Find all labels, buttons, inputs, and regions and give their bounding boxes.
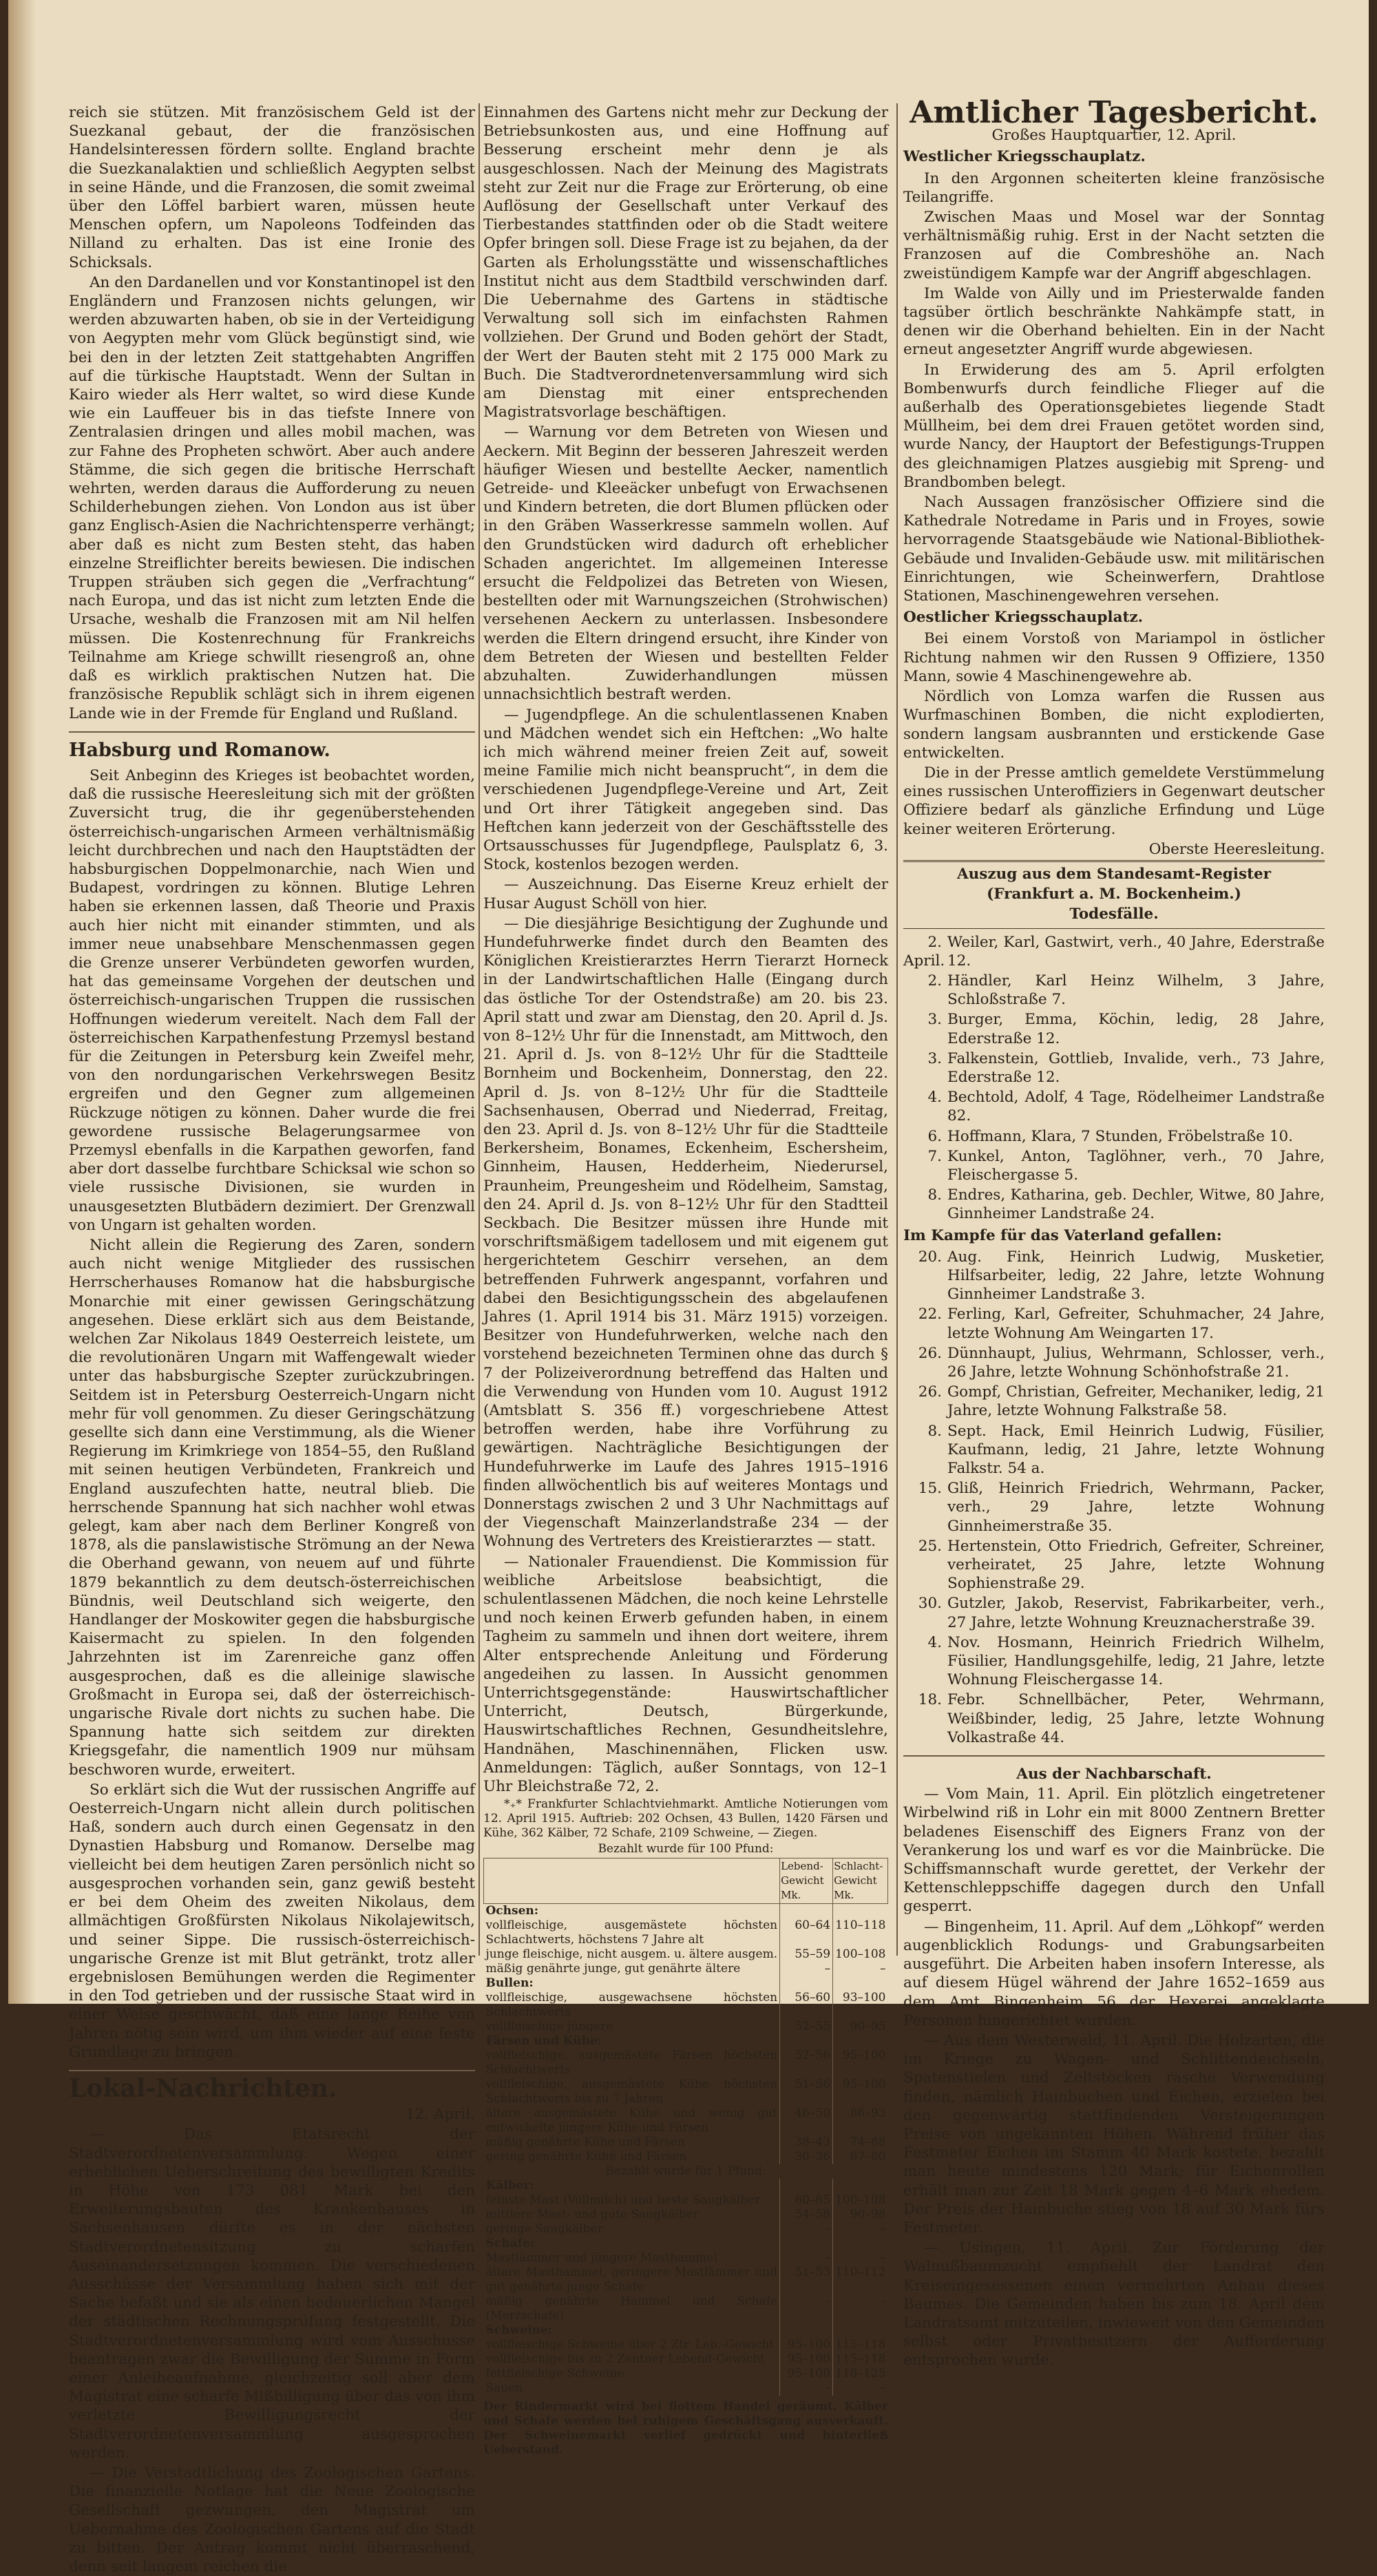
paragraph: — Bingenheim, 11. April. Auf dem „Löhkopf“ werden augenblicklich Rodungs- und Grabungsarbeiten ausgeführt. Die Arbeiten haben insofern Interesse, als auf diesem Hügel während der Jahre 1652–1659 aus dem Amt Bingenheim 56 der Hexerei angeklagte Personen hingerichtet wurden. <box>903 1918 1325 2029</box>
column-2 <box>483 103 888 2458</box>
registry-list <box>903 1248 1325 1747</box>
table-cell-value: – <box>833 2251 888 2265</box>
subheading: Westlicher Kriegsschauplatz. <box>903 148 1146 166</box>
table-cell-label: Schweine: <box>485 2323 552 2338</box>
table-row <box>484 2222 888 2237</box>
table-cell-value: 93–100 <box>833 1991 888 2020</box>
paragraph: In Erwiderung des am 5. April erfolgten Bombenwurfs durch feindliche Flieger auf die außerhalb des Operationsgebietes liegende Stadt Müllheim, bei dem drei Frauen getötet worden sind, wurde Nancy, der Hauptort der Befestigungs-Truppen des gleichnamigen Platzes ausgiebig mit Spreng- und Brandbomben belegt. <box>903 361 1325 491</box>
list-item <box>903 1594 1325 1631</box>
table-cell-value: 95–100 <box>780 2352 833 2367</box>
paragraph: — Das Etatsrecht der Stadtverordnetenversammlung. Wegen einer erheblichen Ueberschreitung des bewilligten Kredits in Höhe von 173 081 Mark bei den Erweiterungsbauten des Krankenhauses in Sachsenhausen dürfte es in der nächsten Stadtverordnetensitzung zu scharfen Auseinandersetzungen kommen. Die verschiedenen Ausschüsse der Versammlung haben sich mit der Sache befaßt und sie als einen bedauerlichen Mangel der städtischen Rechnungsprüfung festgestellt. Die Stadtverordnetenversammlung wird vom Ausschusse beantragen zwar die Bewilligung der Summe in Form einer Anleiheaufnahme, gleichzeitig soll aber dem Magistrat eine scharfe Mißbilligung über das von ihm verletzte Bewilligungsrecht der Stadtverordnetenversammlung ausgesprochen werden. <box>69 2126 475 2462</box>
table-cell-value: 56–60 <box>780 1991 833 2020</box>
subheading: Oestlicher Kriegsschauplatz. <box>903 609 1144 627</box>
list-item <box>903 1088 1325 1125</box>
table-cell-value: – <box>780 2294 833 2323</box>
paragraph: Bei einem Vorstoß von Mariampol in östlicher Richtung nahmen wir den Russen 9 Offiziere, 1350 Mann, sowie 4 Maschinengewehre ab. <box>903 630 1325 685</box>
table-cell-label: mittlere Mast- und gute Saugkälber <box>485 2208 699 2222</box>
table-cell-label: Sauen <box>485 2381 523 2396</box>
list-item-text: Sept. Hack, Emil Heinrich Ludwig, Füsilier, Kaufmann, ledig, 21 Jahre, letzte Wohnung Falkstr. 54 a. <box>947 1422 1325 1478</box>
table-cell-value: 54–58 <box>780 2208 833 2222</box>
table-cell-value: 67–80 <box>833 2150 888 2164</box>
table-cell-value: 100–108 <box>833 1947 888 1962</box>
list-item-number: 25. <box>918 1537 942 1555</box>
table-cell-value <box>780 1904 833 1919</box>
list-item <box>903 1383 1325 1420</box>
table-cell-label: vollfleischige, ausgewachsene höchsten Schlachtwerts <box>485 1991 778 2020</box>
table-cell-value <box>780 2237 833 2251</box>
paragraph: Seit Anbeginn des Krieges ist beobachtet worden, daß die russische Heeresleitung sich mit der größten Zuversicht trug, die ihr gegenüberstehenden österreichisch-ungarischen Armeen verhältnismäßig leicht durchbrechen und nach den Hauptstädten der habsburgischen Doppelmonarchie, nach Wien und Budapest, vordringen zu können. Blutige Lehren haben sie erkennen lassen, daß Theorie und Praxis auch hier nicht mit einander stimmten, und als immer neue unabsehbare Menschenmassen gegen die Grenze unserer Verbündeten geworfen wurden, hat das gemeinsame Vorgehen der deutschen und österreichisch-ungarischen Truppen die russischen Hoffnungen wiederum vereitelt. Nach dem Fall der österreichischen Karpathenfestung Przemysl bestand für die Zeitungen in Petersburg kein Zweifel mehr, von den nordungarischen Verkehrswegen Besitz ergreifen und den Gegner zum allgemeinen Rückzuge nötigen zu können. Daher wurde die frei gewordene russische Belagerungsarmee von Przemysl ebenfalls in die Karpathen geworfen, fand aber dort dasselbe furchtbare Schicksal wie schon so viele russische Divisionen, sie wurden in unausgesetzten Blutbädern dezimiert. Der Grenzwall von Ungarn ist gehalten worden. <box>69 766 475 1234</box>
table-row <box>484 2135 888 2150</box>
list-item <box>903 1147 1325 1184</box>
table-cell-label: vollfleischige, ausgemästete höchsten Schlachtwerts, höchstens 7 Jahre alt <box>485 1918 778 1947</box>
list-item-text: Gliß, Heinrich Friedrich, Wehrmann, Packer, verh., 29 Jahre, letzte Wohnung Ginnheimerstraße 35. <box>947 1480 1325 1535</box>
table-cell-label: Mastlämmer und jüngere Masthammel <box>485 2251 717 2265</box>
table-cell-label: mäßig genährte Kühe und Färsen <box>485 2135 685 2150</box>
divider <box>69 2070 475 2071</box>
table-cell-value <box>833 2323 888 2338</box>
table-cell-value: 110–112 <box>833 2265 888 2294</box>
table-cell-value: – <box>780 2251 833 2265</box>
paragraph: Nördlich von Lomza warfen die Russen aus Wurfmaschinen Bomben, die nicht explodierten, sondern langsam ausbrannten und erstickende Gase entwickelten. <box>903 688 1325 762</box>
table-cell-value: 115–118 <box>833 2352 888 2367</box>
paragraph: In den Argonnen scheiterten kleine französische Teilangriffe. <box>903 169 1325 206</box>
registry-header <box>903 860 1325 929</box>
table-cell-value: 90–95 <box>833 2020 888 2034</box>
column-1 <box>69 103 475 2575</box>
list-item-text: Hertenstein, Otto Friedrich, Gefreiter, Schreiner, verheiratet, 25 Jahre, letzte Wohnung Sophienstraße 29. <box>947 1537 1325 1593</box>
table-cell-label: vollfleischige jüngere <box>485 2020 613 2034</box>
list-item <box>903 1633 1325 1690</box>
table-row <box>484 2179 888 2193</box>
paragraph: Die in der Presse amtlich gemeldete Verstümmelung eines russischen Unteroffiziers in Gegenwart deutscher Offiziere bedarf als gänzliche Erfindung und Lüge keiner weiteren Erörterung. <box>903 764 1325 838</box>
registry-title: Auszug aus dem Standesamt-Register <box>956 865 1272 883</box>
list-item <box>903 1344 1325 1381</box>
column-3 <box>903 95 1325 2369</box>
table-row <box>484 2193 888 2208</box>
paragraph: reich sie stützen. Mit französischem Geld ist der Suezkanal gebaut, der die französischen Handelsinteressen fördern sollte. England brachte die Suezkanalaktien und schließlich Aegypten selbst in seine Hände, und die Franzosen, die somit zweimal über den Löffel barbiert waren, müssen heute Menschen opfern, um Napoleons Todfeinden das Nilland zu erhalten. Das ist eine Ironie des Schicksals. <box>69 104 475 271</box>
list-item-text: Hoffmann, Klara, 7 Stunden, Fröbelstraße 10. <box>947 1127 1294 1145</box>
table-cell-label: feinste Mast (Vollmilch) und beste Saugkälber <box>485 2193 761 2208</box>
list-item-number: 20. <box>918 1248 942 1266</box>
table-cell-value: 51–56 <box>780 2077 833 2106</box>
table-cell-value <box>833 2034 888 2049</box>
paragraph: — Jugendpflege. An die schulentlassenen Knaben und Mädchen wendet sich ein Heftchen: „Wo halte ich mich während meiner freien Zeit auf, soweit meine Familie mich nicht beansprucht“, in dem die verschiedenen Jugendpflege-Vereine und Art, Zeit und Ort ihrer Tätigkeit angegeben sind. Das Heftchen kann jederzeit von der Geschäftsstelle des Ortsausschusses für Jugendpflege, Paulsplatz 6, 3. Stock, kostenlos bezogen werden. <box>483 706 888 874</box>
table-cell-value: 38–43 <box>780 2135 833 2150</box>
paragraph: An den Dardanellen und vor Konstantinopel ist den Engländern und Franzosen nichts gelungen, wir werden abzuwarten haben, ob sie in der Verteidigung von Aegypten mehr vom Glück begünstigt sind, wie bei den in der letzten Zeit stattgehabten Angriffen auf die türkische Hauptstadt. Wenn der Sultan in Kairo wieder als Herr waltet, so wird diese Kunde wie ein Lauffeuer bis in das tiefste Innere von Zentralasien dringen und alles mobil machen, was zur Fahne des Propheten schwört. Aber auch andere Stämme, die sich gegen die britische Herrschaft wehrten, werden daraus die Aufforderung zu neuen Schilderhebungen ziehen. Von London aus ist über ganz Englisch-Asien die Nachrichtensperre verhängt; aber daß es nicht zum Besten steht, das haben einzelne Streiflichter bereits bewiesen. Die indischen Truppen sträuben sich gegen die „Verfrachtung“ nach Europa, und das ist nicht zum letzten Ende die Ursache, weshalb die Franzosen mit am Nil helfen müssen. Die Kostenrechnung für Frankreichs Teilnahme am Kriege schwillt riesengroß an, ohne daß es wirklich praktischen Nutzen hat. Die französische Republik schlägt sich in ihrem eigenen Lande wie in der Fremde für England und Rußland. <box>69 273 475 722</box>
dateline: 12. April. <box>405 2106 475 2124</box>
list-item <box>903 1422 1325 1478</box>
table-cell-value: – <box>833 1962 888 1976</box>
table-row <box>484 2294 888 2323</box>
table-cell-value: – <box>780 1962 833 1976</box>
column-header: Schlacht-Gewicht Mk. <box>833 1858 888 1904</box>
list-item-text: Burger, Emma, Köchin, ledig, 28 Jahre, Ederstraße 12. <box>947 1011 1325 1047</box>
section-heading: Aus der Nachbarschaft. <box>1016 1766 1212 1783</box>
table-cell-value <box>780 2034 833 2049</box>
paragraph: — Auszeichnung. Das Eiserne Kreuz erhielt der Husar August Schöll von hier. <box>483 876 888 912</box>
table-cell-value: – <box>833 2222 888 2237</box>
table-cell-value: 60–64 <box>780 1918 833 1947</box>
table-row <box>484 2049 888 2077</box>
table-row <box>484 2106 888 2135</box>
registry-list <box>903 933 1325 1224</box>
table-cell-value: 52–55 <box>780 2020 833 2034</box>
list-item <box>903 933 1325 970</box>
table-row <box>484 2338 888 2352</box>
list-item-number: 26. <box>918 1383 942 1401</box>
divider <box>69 731 475 733</box>
registry-subtitle: (Frankfurt a. M. Bockenheim.) <box>987 886 1241 903</box>
list-item-number: 15. <box>918 1480 942 1498</box>
list-item <box>903 1479 1325 1536</box>
table-cell-label: vollfleischige bis zu 2 Zentner Lebend-Gewicht <box>485 2352 765 2367</box>
list-item-number: 4. <box>927 1089 942 1107</box>
list-item-text: Händler, Karl Heinz Wilhelm, 3 Jahre, Schloßstraße 7. <box>947 972 1325 1009</box>
paragraph: — Warnung vor dem Betreten von Wiesen und Aeckern. Mit Beginn der besseren Jahreszeit werden häufiger Wiesen und bestellte Aecker, namentlich Getreide- und Kleeäcker unbefugt von Erwachsenen und Kindern betreten, die dort Blumen pflücken oder in den Gräben Wasserkresse sammeln wollen. Auf den Grundstücken wird dadurch oft erheblicher Schaden angerichtet. Im allgemeinen Interesse ersucht die Feldpolizei das Betreten von Wiesen, bestellten oder mit Warnungszeichen (Strohwischen) versehenen Aeckern zu unterlassen. Insbesondere werden die Eltern dringend ersucht, ihre Kinder von dem Betreten der Wiesen und bestellten Felder abzuhalten. Zuwiderhandlungen müssen unnachsichtlich bestraft werden. <box>483 423 888 704</box>
paragraph: — Die diesjährige Besichtigung der Zughunde und Hundefuhrwerke findet durch den Beamten des Königlichen Kreistierarztes Herrn Tierarzt Horneck in der Landwirtschaftlichen Halle (Eingang durch das östliche Tor der Ostendstraße) am 20. bis 23. April statt und zwar am Dienstag, den 20. April d. Js. von 8–12½ Uhr für die Innenstadt, am Mittwoch, den 21. April d. Js. von 8–12½ Uhr für die Stadtteile Bornheim und Bockenheim, Donnerstag, den 22. April d. Js. von 8–12½ Uhr für die Stadtteile Sachsenhausen, Oberrad und Niederrad, Freitag, den 23. April d. Js. von 8–12½ Uhr für die Stadtteile Berkersheim, Bonames, Eckenheim, Eschersheim, Ginnheim, Hausen, Hedderheim, Niederursel, Praunheim, Preungesheim und Rödelheim, Samstag, den 24. April d. Js. von 8–12½ Uhr für den Stadtteil Seckbach. Die Besitzer müssen ihre Hunde mit vorschriftsmäßigem tadellosem und mit eigenem gut hergerichtetem Geschirr versehen, an dem betreffenden Fuhrwerk angespannt, vorfahren und dabei den Besichtigungsschein des abgelaufenen Jahres (1. April 1914 bis 31. März 1915) vorzeigen. Besitzer von Hundefuhrwerken, welche nach den vorstehend bezeichneten Terminen ohne das durch § 7 der Polizeiverordnung betreffend das Halten und die Verwendung von Hunden vom 10. August 1912 (Amtsblatt S. 356 ff.) vorgeschriebene Attest betroffen werden, habe ihre Vorführung zu gewärtigen. Nachträgliche Besichtigungen der Hundefuhrwerke im Laufe des Jahres 1915–1916 finden allwöchentlich bis auf weiteres Montags und Donnerstags zwischen 2 und 3 Uhr Nachmittags auf der Viegenschaft Mainzerlandstraße 234 — der Wohnung des Vertreters des Kreistierarztes — statt. <box>483 914 888 1551</box>
list-item-number: 8. <box>927 1422 942 1440</box>
table-row <box>484 2020 888 2034</box>
list-item <box>903 1537 1325 1593</box>
list-item-text: Ferling, Karl, Gefreiter, Schuhmacher, 24 Jahre, letzte Wohnung Am Weingarten 17. <box>947 1306 1325 1342</box>
paragraph: So erklärt sich die Wut der russischen Angriffe auf Oesterreich-Ungarn nicht allein durch politischen Haß, sondern auch durch einen Gegensatz in den Dynastien Habsburg und Romanow. Derselbe mag vielleicht bei dem heutigen Zaren persönlich nicht so ausgesprochen vorhanden sein, ganz gewiß besteht er bei dem Oheim des zweiten Nikolaus, dem allmächtigen Großfürsten Nikolaus Nikolajewitsch, und seiner Sippe. Die russisch-österreichisch-ungarische Grenze ist mit Blut getränkt, trotz aller ergebnislosen Bemühungen werden die Regimenter in den Tod getrieben und der russische Staat wird in einer Weise geschwächt, daß eine lange Reihe von Jahren nötig sein wird, um ihm wieder auf eine feste Grundlage zu bringen. <box>69 1781 475 2061</box>
table-cell-label: ältere ausgemästete Kühe und wenig gut entwickelte jüngere Kühe und Färsen <box>485 2106 778 2135</box>
table-cell-label: Ochsen: <box>485 1904 539 1918</box>
table-cell-value: 46–50 <box>780 2106 833 2135</box>
table-cell-value <box>780 2179 833 2193</box>
table-cell-value: 52–56 <box>780 2049 833 2077</box>
table-cell-value: 60–65 <box>780 2193 833 2208</box>
table-cell-value: 110–118 <box>833 1918 888 1947</box>
list-item-text: Gompf, Christian, Gefreiter, Mechaniker, ledig, 21 Jahre, letzte Wohnung Falkstraße 58. <box>947 1383 1325 1420</box>
column-header: Lebend-Gewicht Mk. <box>780 1858 833 1904</box>
market-heading: *₊* Frankfurter Schlachtviehmarkt. Amtliche Notierungen vom 12. April 1915. Auftrieb: 202 Ochsen, 43 Bullen, 1420 Färsen und Kühe, 362 Kälber, 72 Schafe, 2109 Schweine, — Ziegen. <box>483 1797 888 1841</box>
table-row <box>484 2077 888 2106</box>
table-cell-value: 55–59 <box>780 1947 833 1962</box>
table-cell-value <box>780 1976 833 1991</box>
table-cell-value: – <box>833 2381 888 2396</box>
paragraph: — Nationaler Frauendienst. Die Kommission für weibliche Arbeitslose beabsichtigt, die schulentlassenen Mädchen, die noch keine Lehrstelle und noch keinen Erwerb gefunden haben, in einem Tagheim zu sammeln und ihnen dort weitere, ihrem Alter entsprechende Anleitung und Förderung angedeihen zu lassen. In Aussicht genommen Unterrichtsgegenstände: Hauswirtschaftlicher Unterricht, Deutsch, Bürgerkunde, Hauswirtschaftliches Rechnen, Gesundheitslehre, Handnähen, Maschinennähen, Flicken usw. Anmeldungen: Täglich, außer Sonntags, von 12–1 Uhr Bleichstraße 72, 2. <box>483 1553 888 1796</box>
table-row <box>484 2034 888 2049</box>
table-cell-label: vollfleischige, ausgemästete Kühe höchsten Schlachtwerts bis zu 7 Jahren <box>485 2077 778 2106</box>
list-item-number: 26. <box>918 1344 942 1362</box>
registry-war-heading: Im Kampfe für das Vaterland gefallen: <box>903 1226 1222 1244</box>
table-cell-value: 118–125 <box>833 2367 888 2381</box>
list-item-number: 3. <box>927 1049 942 1067</box>
table-cell-value: 86–93 <box>833 2106 888 2135</box>
table-row <box>484 1962 888 1976</box>
table-cell-value: 95–100 <box>833 2077 888 2106</box>
table-cell-label: ältere Masthammel, geringere Mastlämmer und gut genährte junge Schafe <box>485 2265 778 2294</box>
table-row <box>484 2323 888 2338</box>
table-cell-value <box>780 2323 833 2338</box>
list-item-text: Endres, Katharina, geb. Dechler, Witwe, 80 Jahre, Ginnheimer Landstraße 24. <box>947 1186 1325 1223</box>
list-item-number: 4. <box>927 1633 942 1651</box>
list-item-text: Bechtold, Adolf, 4 Tage, Rödelheimer Landstraße 82. <box>947 1089 1325 1125</box>
table-row <box>484 1904 888 1919</box>
table-cell-value: – <box>780 2381 833 2396</box>
table-row <box>484 2265 888 2294</box>
table-cell-label: fettfleischige Schweine <box>485 2367 624 2381</box>
table-cell-value <box>833 2179 888 2193</box>
table-cell-label: vollfleischige, ausgemästete Färsen höchsten Schlachtwerts <box>485 2049 778 2077</box>
list-item <box>903 1305 1325 1342</box>
paragraph: — Usingen, 11. April. Zur Förderung der Walnußbaumzucht empfiehlt der Landrat den Kreiseingesessenen einen vermehrten Anbau dieses Baumes. Die Gemeinden haben bis zum 18. April dem Landratsamt mitzuteilen, inwieweit von den Gemeinden selbst oder Privatbesitzern der Aufforderung entsprochen wurde. <box>903 2239 1325 2369</box>
list-item <box>903 1248 1325 1304</box>
table-row <box>484 1991 888 2020</box>
table-row <box>484 1976 888 1991</box>
table-cell-value: 95–100 <box>780 2338 833 2352</box>
table-row <box>484 2381 888 2396</box>
paragraph: Nach Aussagen französischer Offiziere sind die Kathedrale Notredame in Paris und in Froyes, sowie hervorragende Staatsgebäude wie National-Bibliothek-Gebäude und Invaliden-Gebäude usw. mit militärischen Einrichtungen, wie Scheinwerfern, Drahtlose Stationen, Maschinengewehren versehen. <box>903 494 1325 605</box>
table-cell-label: junge fleischige, nicht ausgem. u. ältere ausgem. <box>485 1947 778 1962</box>
list-item-number: 30. <box>918 1595 942 1613</box>
list-item-text: Falkenstein, Gottlieb, Invalide, verh., 73 Jahre, Ederstraße 12. <box>947 1049 1325 1086</box>
table-cell-label: geringe Saugkälber <box>485 2222 603 2237</box>
market-footnote: Der Rindermarkt wird bei flottem Handel geräumt. Kälber und Schafe werden bei ruhigem Geschäftsgang ausverkauft. Der Schweinemarkt verlief gedrückt und hinterließ Ueberstand. <box>483 2400 888 2458</box>
list-item <box>903 1049 1325 1087</box>
table-cell-value: 51–53 <box>780 2265 833 2294</box>
list-item-text: Weiler, Karl, Gastwirt, verh., 40 Jahre, Ederstraße 12. <box>947 933 1325 970</box>
list-item <box>903 1010 1325 1047</box>
list-item-number: 7. <box>927 1147 942 1165</box>
column-rule <box>896 103 898 1956</box>
paragraph: — Aus dem Westerwald, 11. April. Die Holzarten, die im Kriege zu Wagen- und Schlittendeichseln, Spatenstielen und Zeltstöcken rasche Verwendung finden, nämlich Hainbuchen und Eichen, erzielen bei den gegenwärtig stattfindenden Versteigerungen Preise von ungekannten Höhen. Während früher das Festmeter Eichen im Stamm 40 Mark kostete, bezahlt man heute mindestens 120 Mark; für Eichenrollen erhält man zur Zeit 18 Mark gegen 4–6 Mark ehedem. Der Preis der Hainbuche stieg von 18 auf 30 Mark fürs Festmeter. <box>903 2031 1325 2237</box>
signature: Oberste Heeresleitung. <box>1148 840 1325 858</box>
list-item-text: Dünnhaupt, Julius, Wehrmann, Schlosser, verh., 26 Jahre, letzte Wohnung Schönhofstraße 21. <box>947 1344 1325 1381</box>
paragraph: Im Walde von Ailly und im Priesterwalde fanden tagsüber örtlich beschränkte Nahkämpfe statt, in denen wir die Oberhand behielten. Ein in der Nacht erneut angesetzter Angriff wurde abgewiesen. <box>903 284 1325 359</box>
list-item-text: Kunkel, Anton, Taglöhner, verh., 70 Jahre, Fleischergasse 5. <box>947 1147 1325 1184</box>
list-item-text: Aug. Fink, Heinrich Ludwig, Musketier, Hilfsarbeiter, ledig, 22 Jahre, letzte Wohnung Ginnheimer Landstraße 3. <box>947 1248 1325 1303</box>
list-item-number: 2. <box>927 972 942 989</box>
list-item-text: Febr. Schnellbächer, Peter, Wehrmann, Weißbinder, ledig, 25 Jahre, letzte Wohnung Volkastraße 44. <box>947 1691 1325 1746</box>
list-item <box>903 1127 1325 1146</box>
table-cell-label: mäßig genährte junge, gut genährte ältere <box>485 1962 741 1976</box>
list-item-text: Nov. Hosmann, Heinrich Friedrich Wilhelm, Füsilier, Handlungsgehilfe, ledig, 21 Jahre, letzte Wohnung Fleischergasse 14. <box>947 1633 1325 1689</box>
table-cell-label: Färsen und Kühe: <box>485 2034 602 2049</box>
table-cell-value: 90–98 <box>833 2208 888 2222</box>
list-item-number: 3. <box>927 1011 942 1029</box>
table-row <box>484 2150 888 2164</box>
paragraph: — Vom Main, 11. April. Ein plötzlich eingetretener Wirbelwind riß in Lohr ein mit 8000 Zentnern Bretter beladenes Eisenschiff des Eigners Franz von der Verankerung los und warf es vor die Mainbrücke. Die Schiffsmannschaft wurde gerettet, der Verkehr der Kettenschleppschiffe dagegen durch den Unfall gesperrt. <box>903 1786 1325 1916</box>
paragraph: Zwischen Maas und Mosel war der Sonntag verhältnismäßig ruhig. Erst in der Nacht setzten die Franzosen auf die Combreshöhe an. Nach zweistündigem Kampfe war der Angriff abgeschlagen. <box>903 209 1325 282</box>
column-rule <box>479 103 480 1956</box>
table-cell-value: 30–36 <box>780 2150 833 2164</box>
table-subheading: Bezahlt wurde für 1 Pfund: <box>605 2164 766 2179</box>
paragraph: Einnahmen des Gartens nicht mehr zur Deckung der Betriebsunkosten aus, und eine Hoffnung auf Besserung erscheint mehr denn je als ausgeschlossen. Nach der Meinung des Magistrats steht zur Zeit nur die Frage zur Erörterung, ob eine Auflösung der Gesellschaft unter Verkauf des Tierbestandes stattfinden oder ob die Stadt weitere Opfer bringen soll. Diese Frage ist zu bejahen, da der Garten als Erholungsstätte und wissenschaftliches Institut nicht aus dem Stadtbild verschwinden darf. Die Uebernahme des Gartens in städtische Verwaltung soll sich im einfachsten Rahmen vollziehen. Der Grund und Boden gehört der Stadt, der Wert der Bauten steht mit 2 175 000 Mark zu Buch. Die Stadtverordnetenversammlung wird sich am Dienstag mit einer entsprechenden Magistratsvorlage beschäftigen. <box>483 104 888 421</box>
list-item-text: Gutzler, Jakob, Reservist, Fabrikarbeiter, verh., 27 Jahre, letzte Wohnung Kreuznacherstraße 39. <box>947 1595 1325 1631</box>
table-cell-value: 100–108 <box>833 2193 888 2208</box>
table-row <box>484 2251 888 2265</box>
table-row <box>484 2208 888 2222</box>
market-subheading: Bezahlt wurde für 100 Pfund: <box>598 1842 774 1856</box>
list-item-number: 6. <box>927 1127 942 1145</box>
paragraph: Nicht allein die Regierung des Zaren, sondern auch nicht wenige Mitglieder des russischen Herrscherhauses Romanow hat die habsburgische Monarchie mit einer gewissen Geringschätzung angesehen. Diese erklärt sich aus dem Beistande, welchen Zar Nikolaus 1849 Oesterreich leistete, um die revolutionären Ungarn mit Waffengewalt wieder unter das habsburgische Szepter zurückzubringen. Seitdem ist in Petersburg Oesterreich-Ungarn nicht mehr für voll genommen. Zu dieser Geringschätzung gesellte sich dann eine Verstimmung, als die Wiener Regierung im Krimkriege von 1854–55, den Rußland mit seinen heutigen Verbündeten, Frankreich und England auszufechten hatte, neutral blieb. Die herrschende Spannung hat sich nachher wohl etwas gelegt, kam aber nach dem Berliner Kongreß von 1878, als die panslawistische Strömung an der Newa die Oberhand gewann, von neuem auf und führte 1879 bekanntlich zu dem deutsch-österreichischen Bündnis, weil Deutschland sich weigerte, den Handlanger der Moskowiter gegen die habsburgische Kaisermacht zu spielen. In den folgenden Jahrzehnten ist im Zarenreiche ganz offen ausgesprochen, daß es die alleinige slawische Großmacht in Europa sei, daß der österreichisch-ungarische Rivale dort nichts zu suchen habe. Die Spannung hatte sich seitdem zur direkten Kriegsgefahr, die namentlich 1909 nur mühsam beschworen wurde, erweitert. <box>69 1236 475 1779</box>
list-item-number: 18. <box>918 1691 942 1709</box>
list-item <box>903 972 1325 1009</box>
table-cell-value: 115–118 <box>833 2338 888 2352</box>
table-cell-label: mäßig genährte Hammel und Schafe (Merzschafe) <box>485 2294 778 2323</box>
table-row <box>484 2237 888 2251</box>
list-item <box>903 1690 1325 1747</box>
table-cell-label: Kälber: <box>485 2179 534 2193</box>
price-table <box>483 1858 888 2396</box>
table-cell-value: 74–88 <box>833 2135 888 2150</box>
divider <box>903 1755 1325 1757</box>
table-row <box>484 2352 888 2367</box>
table-cell-value: – <box>780 2222 833 2237</box>
list-item-number: 8. <box>927 1186 942 1204</box>
table-cell-value <box>833 1904 888 1919</box>
list-item-number: 2. April. <box>903 933 945 970</box>
table-row <box>484 2367 888 2381</box>
table-cell-value <box>833 1976 888 1991</box>
table-cell-label: vollfleischige Schweine über 2 Ztr. Leb.-Gewicht <box>485 2338 775 2352</box>
table-cell-value: 95–100 <box>833 2049 888 2077</box>
article-heading: Habsburg und Romanow. <box>69 739 330 761</box>
dateline: Großes Hauptquartier, 12. April. <box>991 127 1237 145</box>
table-cell-label: gering genährte Kühe und Färsen <box>485 2150 687 2164</box>
table-cell-label: Bullen: <box>485 1976 534 1991</box>
section-heading: Lokal-Nachrichten. <box>69 2073 337 2103</box>
table-row <box>484 1918 888 1947</box>
table-cell-value <box>833 2237 888 2251</box>
table-cell-label: Schafe: <box>485 2237 534 2251</box>
report-title: Amtlicher Tagesbericht. <box>910 95 1318 130</box>
table-cell-value: – <box>833 2294 888 2323</box>
list-item-number: 22. <box>918 1306 942 1323</box>
list-item <box>903 1186 1325 1223</box>
table-cell-value: 95–100 <box>780 2367 833 2381</box>
table-row <box>484 1947 888 1962</box>
registry-deaths-heading: Todesfälle. <box>1069 905 1159 923</box>
paragraph: — Die Verstadtlichung des Zoologischen Gartens. Die finanzielle Notlage hat die Neue Zoologische Gesellschaft gezwungen, den Magistrat um Uebernahme des Zoologischen Gartens auf die Stadt zu bitten. Der Antrag kommt nicht überraschend, denn seit langem reichen die <box>69 2464 475 2575</box>
newspaper-page <box>8 0 1369 2575</box>
